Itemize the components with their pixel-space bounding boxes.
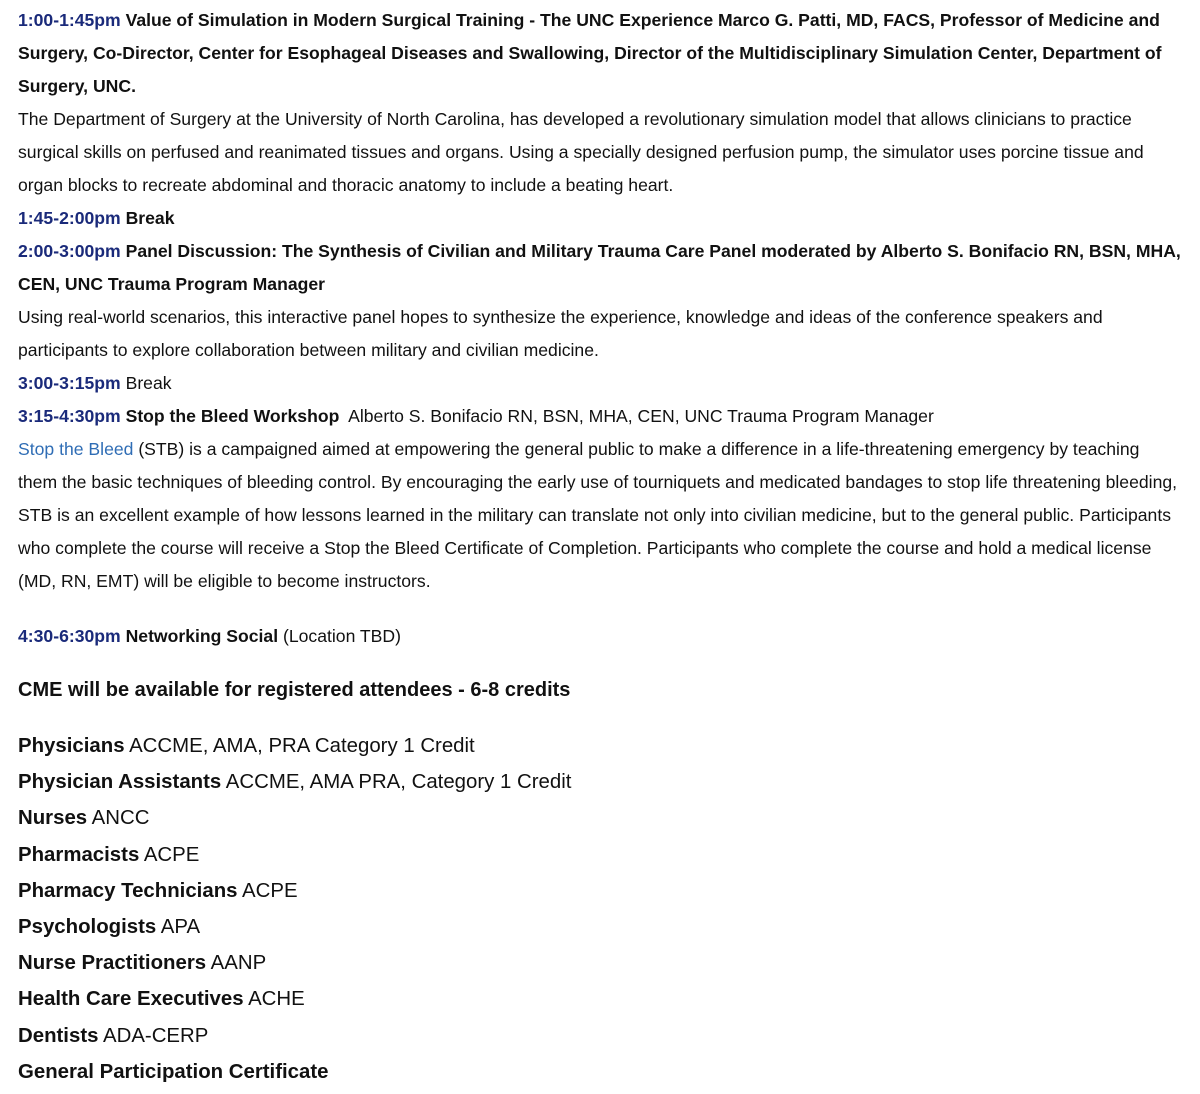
credit-row	[18, 800, 1182, 836]
credit-row	[18, 873, 1182, 909]
session-time: 3:15-4:30pm	[18, 406, 121, 426]
credit-profession: Physicians	[18, 735, 125, 757]
session-title: Stop the Bleed Workshop	[125, 406, 340, 426]
credit-accreditation: ANCC	[87, 807, 150, 830]
session-1-header	[18, 4, 1182, 103]
credit-profession: Physician Assistants	[18, 771, 222, 794]
cme-heading: CME will be available for registered attendees - 6-8 credits	[18, 679, 571, 701]
credit-row	[18, 1018, 1182, 1054]
credit-accreditation: ACCME, AMA, PRA Category 1 Credit	[124, 735, 475, 757]
session-4-header	[18, 367, 1182, 400]
spacer	[18, 708, 1182, 728]
session-time: 4:30-6:30pm	[18, 626, 121, 646]
credits-list	[18, 728, 1182, 1090]
session-title: Value of Simulation in Modern Surgical Training - The UNC Experience Marco G. Patti, MD, FACS, Professor of Medicine and Surgery, Co-Director, Center for Esophageal Diseases and Swallowing, Director of the Multidisciplinary Simulation Center, Department of Surgery, UNC.	[18, 10, 1162, 96]
credit-profession: Nurse Practitioners	[18, 952, 207, 975]
credit-row	[18, 945, 1182, 981]
credit-profession: Pharmacy Technicians	[18, 879, 238, 902]
session-time: 2:00-3:00pm	[18, 241, 121, 261]
credit-row	[18, 981, 1182, 1017]
session-speaker: Alberto S. Bonifacio RN, BSN, MHA, CEN, UNC Trauma Program Manager	[339, 406, 934, 426]
schedule	[18, 4, 1182, 653]
credit-profession: General Participation Certificate	[18, 1060, 329, 1083]
session-3-header	[18, 235, 1182, 301]
credit-profession: Dentists	[18, 1024, 99, 1047]
credit-profession: Psychologists	[18, 916, 157, 939]
session-5-header	[18, 400, 1182, 433]
session-note: (Location TBD)	[278, 626, 401, 646]
credit-accreditation: APA	[156, 916, 201, 939]
session-5-description	[18, 433, 1182, 598]
credit-accreditation: ACCME, AMA PRA, Category 1 Credit	[221, 771, 572, 794]
session-title: Networking Social	[125, 626, 279, 646]
spacer	[18, 598, 1182, 620]
credit-accreditation: ACHE	[243, 988, 305, 1011]
credit-row	[18, 728, 1182, 764]
credit-accreditation: ACPE	[139, 843, 200, 866]
session-title: Panel Discussion: The Synthesis of Civilian and Military Trauma Care Panel moderated by Alberto S. Bonifacio RN, BSN, MHA, CEN, UNC Trauma Program Manager	[18, 241, 1181, 294]
session-note: Break	[125, 373, 172, 393]
session-6-header	[18, 620, 1182, 653]
credit-accreditation: ACPE	[237, 879, 298, 902]
credit-accreditation: AANP	[206, 952, 267, 975]
spacer	[18, 653, 1182, 672]
credit-accreditation: ADA-CERP	[98, 1024, 209, 1047]
session-3-description: Using real-world scenarios, this interactive panel hopes to synthesize the experience, knowledge and ideas of the conference speakers and participants to explore collaboration between military and civilian medicine.	[18, 307, 1103, 360]
session-title: Break	[125, 208, 175, 228]
session-2-header	[18, 202, 1182, 235]
stop-the-bleed-link[interactable]: Stop the Bleed	[18, 439, 134, 459]
session-time: 1:00-1:45pm	[18, 10, 121, 30]
credit-row	[18, 764, 1182, 800]
credit-row	[18, 837, 1182, 873]
credit-profession: Nurses	[18, 807, 88, 830]
credit-profession: Pharmacists	[18, 843, 140, 866]
session-time: 3:00-3:15pm	[18, 373, 121, 393]
credit-row	[18, 1054, 1182, 1090]
session-time: 1:45-2:00pm	[18, 208, 121, 228]
session-1-description: The Department of Surgery at the University of North Carolina, has developed a revolutionary simulation model that allows clinicians to practice surgical skills on perfused and reanimated tissues and organs. Using a specially designed perfusion pump, the simulator uses porcine tissue and organ blocks to recreate abdominal and thoracic anatomy to include a beating heart.	[18, 109, 1144, 195]
credit-row	[18, 909, 1182, 945]
session-description-text: (STB) is a campaigned aimed at empowering the general public to make a difference in a life-threatening emergency by teaching them the basic techniques of bleeding control. By encouraging the early use of tourniquets and medicated bandages to stop life threatening bleeding, STB is an excellent example of how lessons learned in the military can translate not only into civilian medicine, but to the general public. Participants who complete the course will receive a Stop the Bleed Certificate of Completion. Participants who complete the course and hold a medical license (MD, RN, EMT) will be eligible to become instructors.	[18, 439, 1178, 591]
credit-profession: Health Care Executives	[18, 988, 244, 1011]
